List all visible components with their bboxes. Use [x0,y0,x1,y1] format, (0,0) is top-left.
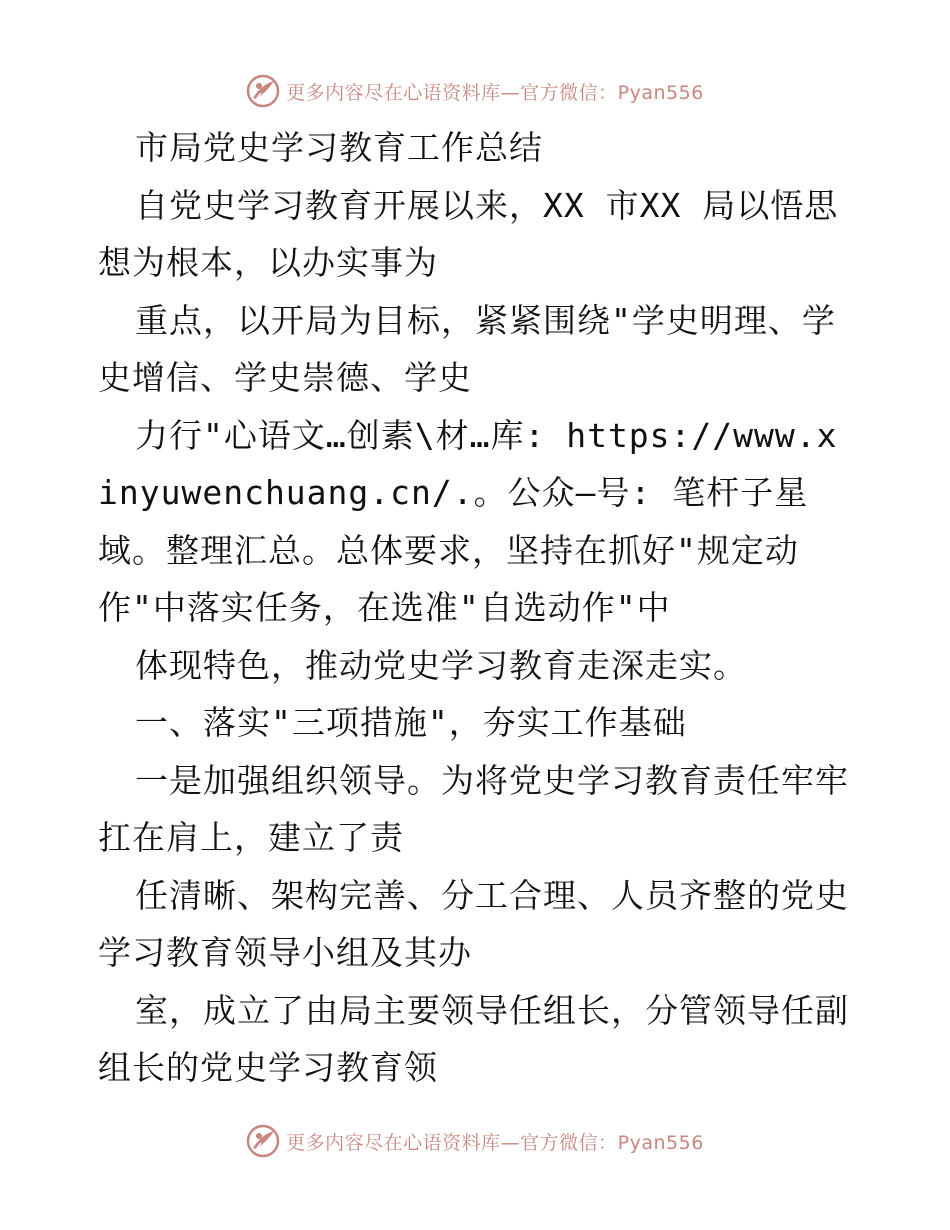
paragraph-focus: 重点，以开局为目标，紧紧围绕"学史明理、学史增信、学史崇德、学史 [98,300,836,397]
paragraph-structure: 任清晰、架构完善、分工合理、人员齐整的党史学习教育领导小组及其办 [98,875,849,972]
paragraph-features: 体现特色，推动党史学习教育走深走实。 [135,645,747,685]
quill-logo-icon [246,74,280,108]
document-title: 市局党史学习教育工作总结 [135,128,543,167]
header-banner-content [246,74,704,108]
footer-watermark-banner [0,1121,950,1161]
footer-banner-content [246,1124,704,1158]
quill-logo-icon [246,1124,280,1158]
footer-watermark-text: 更多内容尽在心语资料库—官方微信：Pyan556 [286,1131,704,1154]
document-body [98,119,858,1097]
paragraph-team: 室，成立了由局主要领导任组长，分管领导任副组长的党史学习教育领 [98,990,849,1087]
header-watermark-text: 更多内容尽在心语资料库—官方微信：Pyan556 [286,81,704,104]
paragraph-leadership: 一是加强组织领导。为将党史学习教育责任牢牢扛在肩上，建立了责 [98,760,849,857]
paragraph-requirements: 力行"心语文…创素\材…库: https://www.xinyuwenchuang.cn/.。公众—号: 笔杆子星域。整理汇总。总体要求，坚持在抓好"规定动作"中落实任务，在选准"自选动作"中 [98,415,838,627]
section-heading-one: 一、落实"三项措施"，夯实工作基础 [135,703,687,742]
paragraph-intro: 自党史学习教育开展以来，XX 市XX 局以悟思想为根本，以办实事为 [98,185,839,282]
header-watermark-banner [0,71,950,111]
